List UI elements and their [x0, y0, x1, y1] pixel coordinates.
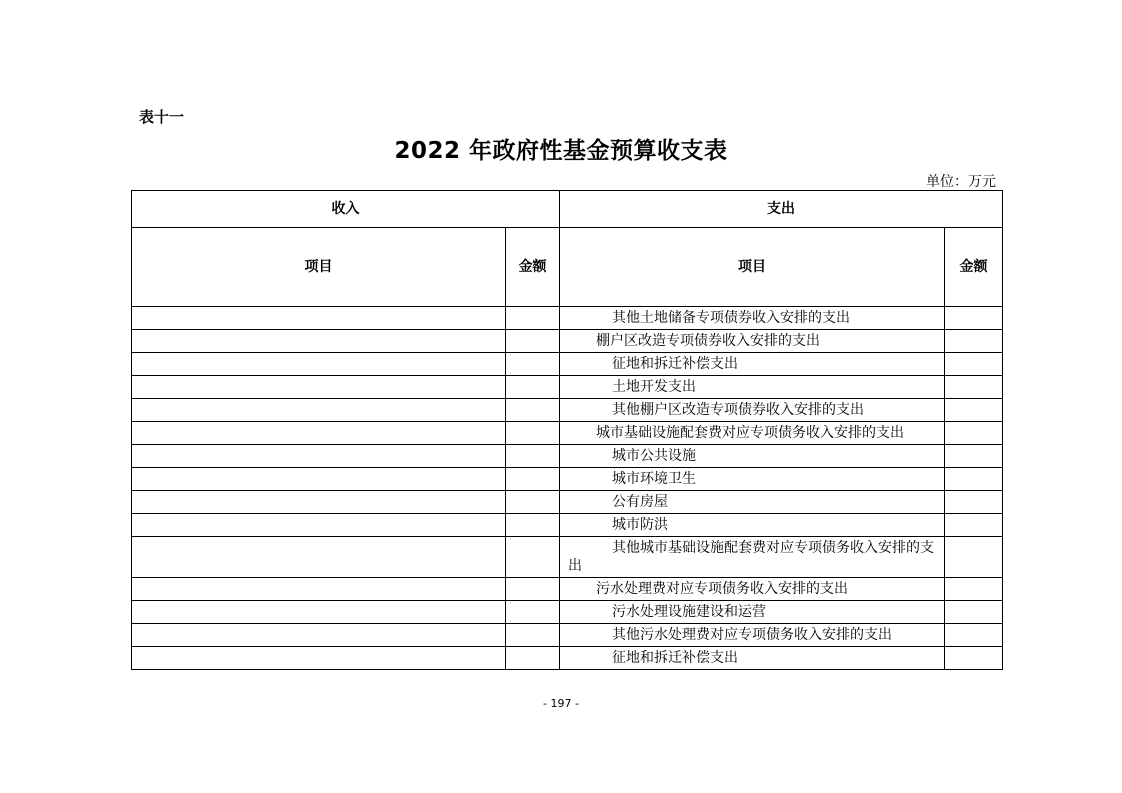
table-row — [132, 376, 1003, 399]
exp-amount-cell — [945, 491, 1003, 514]
page-number: - 197 - — [543, 697, 579, 710]
exp-amount-header: 金额 — [945, 228, 1003, 307]
income-amount-cell — [506, 468, 560, 491]
income-header: 收入 — [132, 191, 560, 228]
income-item-cell — [132, 647, 506, 670]
exp-amount-cell — [945, 514, 1003, 537]
exp-item-cell: 城市防洪 — [560, 514, 945, 537]
exp-amount-cell — [945, 307, 1003, 330]
income-amount-cell — [506, 353, 560, 376]
income-item-cell — [132, 624, 506, 647]
income-item-cell — [132, 468, 506, 491]
exp-item-cell: 公有房屋 — [560, 491, 945, 514]
exp-item-cell: 城市公共设施 — [560, 445, 945, 468]
exp-item-cell: 污水处理设施建设和运营 — [560, 601, 945, 624]
exp-item-text: 其他城市基础设施配套费对应专项债务收入安排的支出 — [568, 540, 934, 574]
income-item-cell — [132, 601, 506, 624]
income-amount-cell — [506, 578, 560, 601]
exp-amount-cell — [945, 624, 1003, 647]
income-amount-cell — [506, 307, 560, 330]
exp-amount-cell — [945, 353, 1003, 376]
income-amount-cell — [506, 399, 560, 422]
exp-item-cell: 污水处理费对应专项债务收入安排的支出 — [560, 578, 945, 601]
income-amount-cell — [506, 514, 560, 537]
table-row — [132, 601, 1003, 624]
table-row — [132, 514, 1003, 537]
income-item-cell — [132, 353, 506, 376]
table-row — [132, 330, 1003, 353]
exp-amount-cell — [945, 422, 1003, 445]
income-amount-cell — [506, 601, 560, 624]
exp-amount-cell — [945, 399, 1003, 422]
exp-amount-cell — [945, 647, 1003, 670]
income-amount-cell — [506, 624, 560, 647]
page-title: 2022 年政府性基金预算收支表 — [394, 138, 728, 164]
table-row — [132, 491, 1003, 514]
income-amount-cell — [506, 330, 560, 353]
table-row — [132, 647, 1003, 670]
income-amount-cell — [506, 647, 560, 670]
table-row — [132, 445, 1003, 468]
income-amount-cell — [506, 422, 560, 445]
exp-item-cell: 城市基础设施配套费对应专项债务收入安排的支出 — [560, 422, 945, 445]
exp-item-cell: 其他棚户区改造专项债券收入安排的支出 — [560, 399, 945, 422]
income-item-cell — [132, 307, 506, 330]
table-header-row — [132, 191, 1003, 228]
income-item-cell — [132, 514, 506, 537]
income-item-cell — [132, 399, 506, 422]
exp-item-cell: 征地和拆迁补偿支出 — [560, 647, 945, 670]
income-item-cell — [132, 445, 506, 468]
table-row — [132, 624, 1003, 647]
unit-label: 单位：万元 — [926, 174, 996, 190]
exp-amount-cell — [945, 468, 1003, 491]
exp-amount-cell — [945, 330, 1003, 353]
table-row — [132, 422, 1003, 445]
income-item-cell — [132, 376, 506, 399]
table-row — [132, 307, 1003, 330]
exp-amount-cell — [945, 376, 1003, 399]
budget-table — [131, 190, 1003, 670]
table-row — [132, 578, 1003, 601]
exp-item-cell: 其他污水处理费对应专项债务收入安排的支出 — [560, 624, 945, 647]
table-row — [132, 468, 1003, 491]
exp-item-cell: 土地开发支出 — [560, 376, 945, 399]
exp-item-header: 项目 — [560, 228, 945, 307]
income-item-header: 项目 — [132, 228, 506, 307]
table-row — [132, 537, 1003, 578]
exp-amount-cell — [945, 537, 1003, 578]
income-amount-cell — [506, 537, 560, 578]
income-item-cell — [132, 330, 506, 353]
income-item-cell — [132, 537, 506, 578]
income-amount-cell — [506, 445, 560, 468]
income-amount-cell — [506, 376, 560, 399]
income-item-cell — [132, 578, 506, 601]
exp-item-cell: 城市环境卫生 — [560, 468, 945, 491]
exp-amount-cell — [945, 578, 1003, 601]
table-row — [132, 399, 1003, 422]
exp-item-cell — [560, 537, 945, 578]
table-label: 表十一 — [139, 108, 185, 126]
expenditure-header: 支出 — [560, 191, 1003, 228]
exp-amount-cell — [945, 601, 1003, 624]
table-subheader-row — [132, 228, 1003, 307]
income-item-cell — [132, 491, 506, 514]
table-row — [132, 353, 1003, 376]
exp-amount-cell — [945, 445, 1003, 468]
income-amount-cell — [506, 491, 560, 514]
income-item-cell — [132, 422, 506, 445]
exp-item-cell: 棚户区改造专项债券收入安排的支出 — [560, 330, 945, 353]
exp-item-cell: 征地和拆迁补偿支出 — [560, 353, 945, 376]
exp-item-cell: 其他土地储备专项债券收入安排的支出 — [560, 307, 945, 330]
income-amount-header: 金额 — [506, 228, 560, 307]
